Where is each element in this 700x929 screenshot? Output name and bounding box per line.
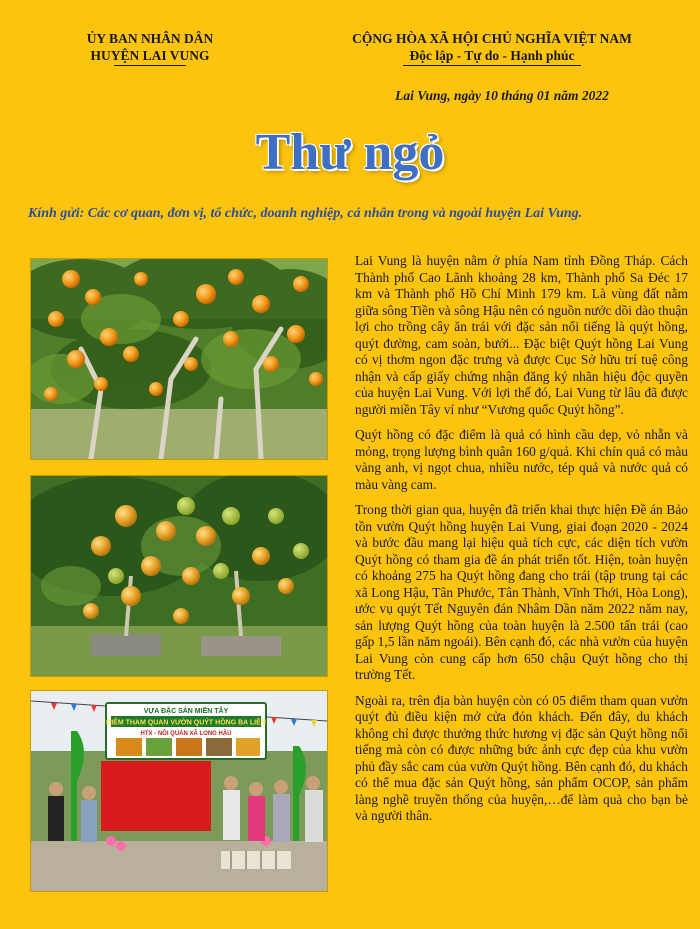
- issuing-authority: [40, 30, 260, 66]
- national-motto: [322, 30, 662, 66]
- potted-tangerine-photo: [30, 475, 328, 677]
- authority-line1: ỦY BAN NHÂN DÂN: [86, 31, 214, 46]
- sign-line2: ĐIỂM THAM QUAN VƯỜN QUÝT HỒNG BA LIÊN: [106, 719, 266, 727]
- dateline: Lai Vung, ngày 10 tháng 01 năm 2022: [395, 88, 609, 103]
- opening-ceremony-photo: [30, 690, 328, 892]
- paragraph-tourism: Ngoài ra, trên địa bàn huyện còn có 05 điểm tham quan vườn quýt đủ điều kiện mở cửa đón khách. Đến đây, du khách không chỉ được thưởng thức hương vị đặc sản Quýt hồng nổi tiếng mà còn có được những bức ảnh cực đẹp của khu vườn phủ đầy sắc cam của vườn Quýt hồng. Bên cạnh đó, du khách có thể mua đặc sản Quýt hồng, sản phẩm OCOP, sản phẩm làng nghề truyền thống của huyện,…để làm quà cho bạn bè và người thân.: [355, 692, 688, 823]
- letter-body: [355, 253, 688, 834]
- greeting-line: Kính gửi: Các cơ quan, đơn vị, tổ chức, doanh nghiệp, cá nhân trong và ngoài huyện Lai Vung.: [28, 206, 583, 221]
- sign-line1: VỰA ĐẶC SẢN MIỀN TÂY: [143, 708, 229, 715]
- paragraph-conservation: Trong thời gian qua, huyện đã triển khai thực hiện Đề án Bảo tồn vườn Quýt hồng huyện Lai Vung, giai đoạn 2020 - 2024 và bước đầu mang lại hiệu quả tích cực, các diện tích vườn Quýt hồng có tham gia đề án phát triển tốt. Hiện, toàn huyện có khoảng 275 ha Quýt hồng đang cho trái (tập trung tại các xã Long Hậu, Tân Phước, Tân Thành, Vĩnh Thới, Hòa Long), ước vụ quýt Tết Nguyên đán Nhâm Dần năm 2022 năm nay, sản lượng Quýt hồng của toàn huyện là 2.500 tấn trái (cao gấp 1,5 lần năm ngoái). Bên cạnh đó, các nhà vườn của huyện Lai Vung còn cung cấp hơn 650 chậu Quýt hồng cho thị trường Tết.: [355, 502, 689, 682]
- paragraph-intro: Lai Vung là huyện nằm ở phía Nam tỉnh Đồng Tháp. Cách Thành phố Cao Lãnh khoảng 28 km, Thành phố Sa Đéc 17 km và Thành phố Hồ Chí Minh 179 km. Là vùng đất nằm giữa sông Tiền và sông Hậu nên có nguồn nước dồi dào thuận lợi cho trồng cây ăn trái với đặc sản nổi tiếng là quýt hồng, quýt đường, cam soàn, bưởi... Đặc biệt Quýt hồng Lai Vung có vị thơm ngon đặc trưng và được Cục Sở hữu trí tuệ công nhận và cấp giấy chứng nhận đăng ký nhãn hiệu độc quyền của huyện Lai Vung. Với lợi thế đó, Lai Vung từ lâu đã được người miền Tây ví như “Vương quốc Quýt hồng”.: [355, 253, 688, 417]
- paragraph-features: Quýt hồng có đặc điểm là quả có hình cầu dẹp, vỏ nhẵn và mỏng, trọng lượng bình quân 160 g/quả. Khi chín quả có màu vàng anh, vị ngọt chua, nhiều nước, tép quả và nước quả có màu vàng cam.: [355, 427, 688, 492]
- authority-underline: [114, 65, 186, 66]
- motto-line1: CỘNG HÒA XÃ HỘI CHỦ NGHĨA VIỆT NAM: [352, 31, 632, 46]
- authority-line2: HUYỆN LAI VUNG: [90, 48, 210, 63]
- motto-underline: [403, 65, 581, 66]
- motto-line2: Độc lập - Tự do - Hạnh phúc: [409, 48, 575, 63]
- orchard-image: [31, 259, 327, 459]
- ceremony-image: [31, 691, 327, 891]
- page-title: Thư ngỏ: [255, 124, 445, 181]
- sign-line3: HTX - NÔI QUÁN XÃ LONG HẬU: [140, 731, 232, 737]
- orchard-photo: [30, 258, 328, 460]
- potted-tangerine-image: [31, 476, 327, 676]
